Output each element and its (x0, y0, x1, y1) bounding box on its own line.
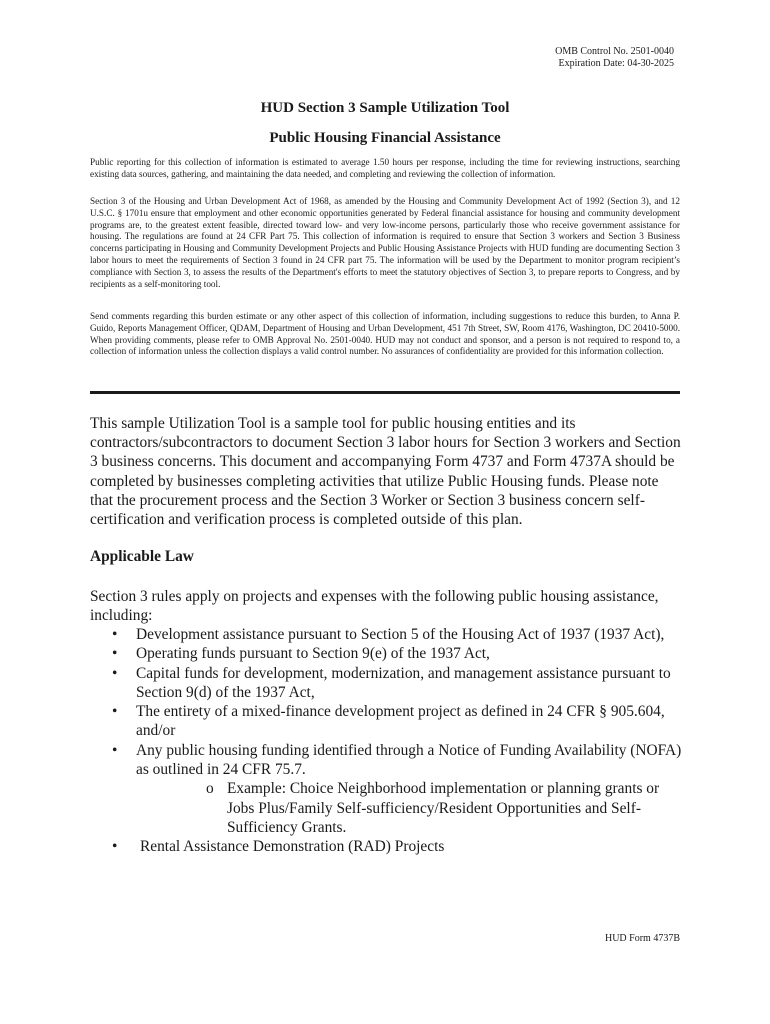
list-item-text: Development assistance pursuant to Section 5 of the Housing Act of 1937 (1937 Act), (136, 626, 665, 643)
list-item-text: Rental Assistance Demonstration (RAD) Projects (140, 838, 445, 856)
list-item (90, 702, 685, 741)
omb-control-number: OMB Control No. 2501-0040 (555, 46, 674, 57)
section3-statement: Section 3 of the Housing and Urban Development Act of 1968, as amended by the Housing and Community Development Act of 1992 (Section 3), and 12 U.S.C. § 1701u ensure that employment and other economic opportunities generated by Federal financial assistance for housing and community development programs are, to the greatest extent feasible, directed toward low- and very low-income persons, particularly those who receive government assistance for housing. The regulations are found at 24 CFR Part 75. This collection of information is required to ensure that Section 3 workers and Section 3 Business concerns participating in Housing and Community Development Projects and Public Housing Assistance Projects with HUD funding are documenting Section 3 labor hours to meet the requirements of Section 3 found in 24 CFR part 75. The information will be used by the Department to monitor program recipient’s compliance with Section 3, to assess the results of the Department's efforts to meet the statutory objectives of Section 3, to prepare reports to Congress, and by recipients as a self-monitoring tool. (90, 196, 680, 289)
expiration-date: Expiration Date: 04-30-2025 (558, 58, 674, 69)
list-item-text: Any public housing funding identified through a Notice of Funding Availability (NOFA) as outlined in 24 CFR 75.7. (136, 741, 682, 779)
list-item-text: The entirety of a mixed-finance development project as defined in 24 CFR § 905.604, and/or (136, 703, 665, 740)
form-footer: HUD Form 4737B (604, 933, 680, 944)
list-item (90, 664, 685, 703)
list-item (90, 644, 685, 663)
document-title: HUD Section 3 Sample Utilization Tool (260, 100, 510, 116)
horizontal-rule (90, 391, 680, 394)
list-item-text: Capital funds for development, modernization, and management assistance pursuant to Section 9(d) of the 1937 Act, (136, 664, 671, 701)
assistance-list (90, 625, 685, 857)
intro-paragraph: This sample Utilization Tool is a sample tool for public housing entities and its contractors/subcontractors to document Section 3 labor hours for Section 3 workers and Section 3 business concerns. This document and accompanying Form 4737 and Form 4737A should be completed by businesses completing activities that utilize Public Housing funds. Please note that the procurement process and the Section 3 Worker or Section 3 business concern self-certification and verification process is completed outside of this plan. (90, 415, 681, 529)
section-heading-applicable-law: Applicable Law (90, 548, 194, 565)
list-item (90, 625, 685, 644)
document-subtitle: Public Housing Financial Assistance (269, 130, 501, 146)
comments-statement: Send comments regarding this burden estimate or any other aspect of this collection of information, including suggestions to reduce this burden, to Anna P. Guido, Reports Management Officer, QDAM, Department of Housing and Urban Development, 451 7th Street, SW, Room 4176, Washington, DC 20410-5000. When providing comments, please refer to OMB Approval No. 2501-0040. HUD may not conduct and sponsor, and a person is not required to respond to, a collection of information unless the collection displays a valid control number. No assurances of confidentiality are provided for this information collection. (90, 311, 680, 357)
sub-list (136, 779, 685, 837)
sub-list-item (181, 779, 685, 837)
list-item (90, 837, 685, 856)
list-item (90, 741, 685, 837)
burden-statement: Public reporting for this collection of information is estimated to average 1.50 hours per response, including the time for reviewing instructions, searching existing data sources, gathering, and maintaining the data needed, and completing and reviewing the collection of information. (90, 157, 680, 179)
sub-list-item-text: Example: Choice Neighborhood implementation or planning grants or Jobs Plus/Family Self-sufficiency/Resident Opportunities and Self-Sufficiency Grants. (227, 780, 660, 836)
applicable-law-lead: Section 3 rules apply on projects and expenses with the following public housing assistance, including: (90, 588, 659, 625)
omb-info (555, 46, 674, 70)
list-item-text: Operating funds pursuant to Section 9(e) of the 1937 Act, (136, 645, 490, 663)
